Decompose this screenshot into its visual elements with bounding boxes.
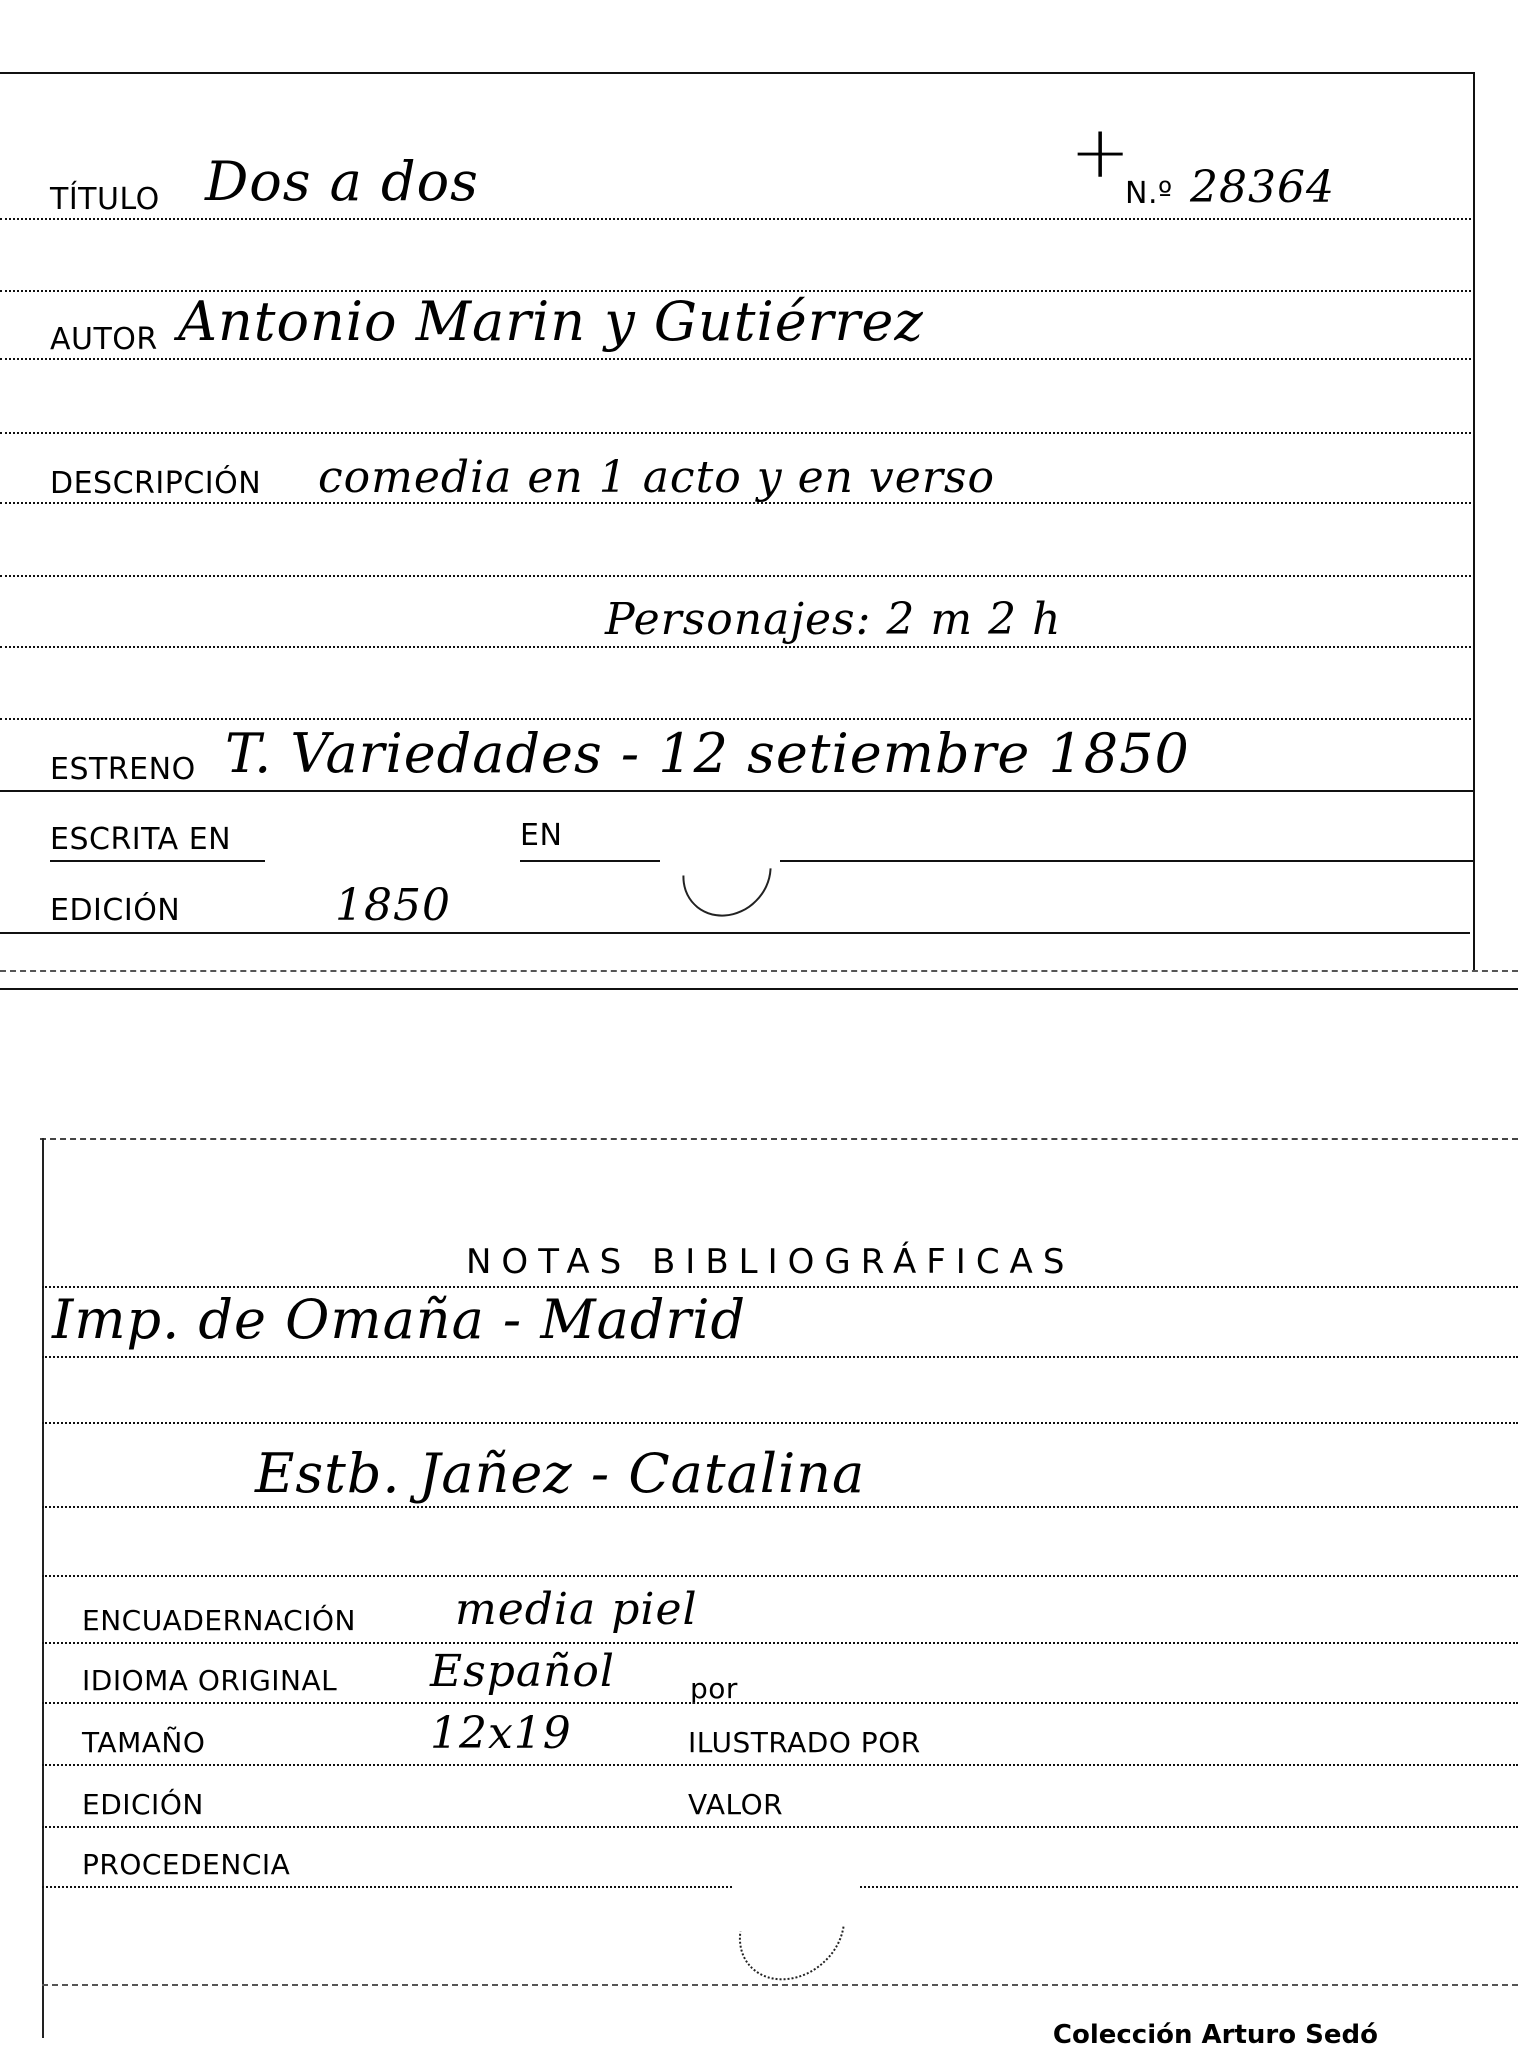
procedencia-label: PROCEDENCIA	[82, 1848, 291, 1881]
titulo-value: Dos a dos	[205, 150, 479, 213]
escrita-label: ESCRITA EN	[50, 822, 232, 857]
estreno-value: T. Variedades - 12 setiembre 1850	[225, 722, 1190, 785]
autor-label: AUTOR	[50, 322, 158, 357]
edicion-value: 1850	[335, 880, 451, 931]
idioma-rule	[42, 1702, 1518, 1704]
blank-rule-4	[0, 718, 1475, 720]
card-back-left-border	[42, 1138, 44, 2038]
note-rule-4	[42, 1575, 1518, 1577]
edicion-back-rule	[42, 1826, 1518, 1828]
autor-rule	[0, 358, 1475, 360]
note-line-1: Imp. de Omaña - Madrid	[52, 1288, 747, 1351]
stamp-mark-back	[718, 1856, 866, 2001]
card-back-top-border	[40, 1138, 1518, 1140]
autor-value: Antonio Marin y Gutiérrez	[178, 290, 924, 353]
note-rule-2	[42, 1422, 1518, 1424]
procedencia-rule-left	[42, 1886, 732, 1888]
encuadernacion-label: ENCUADERNACIÓN	[82, 1604, 356, 1637]
idioma-label: IDIOMA ORIGINAL	[82, 1664, 338, 1697]
titulo-rule	[0, 218, 1475, 220]
blank-rule-2	[0, 432, 1475, 434]
numero-label: N.º	[1125, 176, 1173, 211]
stamp-mark-front	[664, 809, 790, 935]
card-right-border	[1473, 72, 1475, 972]
edicion-label: EDICIÓN	[50, 893, 181, 928]
card-bottom-dashed	[0, 970, 1518, 972]
ilustrado-label: ILUSTRADO POR	[688, 1726, 921, 1759]
tamano-rule	[42, 1764, 1518, 1766]
por-label: por	[690, 1672, 738, 1705]
escrita-underline	[50, 860, 265, 862]
encuadernacion-rule	[42, 1642, 1518, 1644]
tamano-label: TAMAÑO	[82, 1726, 206, 1759]
note-line-2: Estb. Jañez - Catalina	[255, 1442, 866, 1505]
edicion-back-label: EDICIÓN	[82, 1788, 204, 1821]
card-back-bottom-rule	[42, 1984, 1518, 1986]
procedencia-rule-right	[860, 1886, 1518, 1888]
descripcion-value: comedia en 1 acto y en verso	[318, 452, 995, 503]
encuadernacion-value: media piel	[455, 1584, 698, 1635]
idioma-value: Español	[430, 1646, 615, 1697]
tamano-value: 12x19	[430, 1708, 572, 1759]
descripcion-rule	[0, 502, 1475, 504]
catalog-card-front	[0, 0, 1475, 972]
notas-heading: NOTAS BIBLIOGRÁFICAS	[466, 1242, 1075, 1282]
en-underline	[520, 860, 660, 862]
blank-rule-3	[0, 575, 1475, 577]
edicion-rule	[0, 932, 1470, 934]
personajes-value: Personajes: 2 m 2 h	[605, 594, 1062, 645]
catalog-card-back	[0, 1112, 1518, 2056]
collection-footer: Colección Arturo Sedó	[1052, 2020, 1378, 2050]
valor-label: VALOR	[688, 1788, 784, 1821]
note-rule-1	[42, 1356, 1518, 1358]
titulo-label: TÍTULO	[50, 182, 160, 217]
note-rule-3	[42, 1506, 1518, 1508]
estreno-rule	[0, 790, 1475, 792]
descripcion-label: DESCRIPCIÓN	[50, 466, 262, 501]
card-top-border	[0, 72, 1475, 74]
cross-mark: +	[1070, 110, 1131, 194]
personajes-rule	[0, 646, 1475, 648]
en-label: EN	[520, 818, 563, 853]
en-value-rule	[780, 860, 1475, 862]
card-separator	[0, 988, 1518, 990]
estreno-label: ESTRENO	[50, 752, 196, 787]
numero-value: 28364	[1190, 162, 1335, 213]
